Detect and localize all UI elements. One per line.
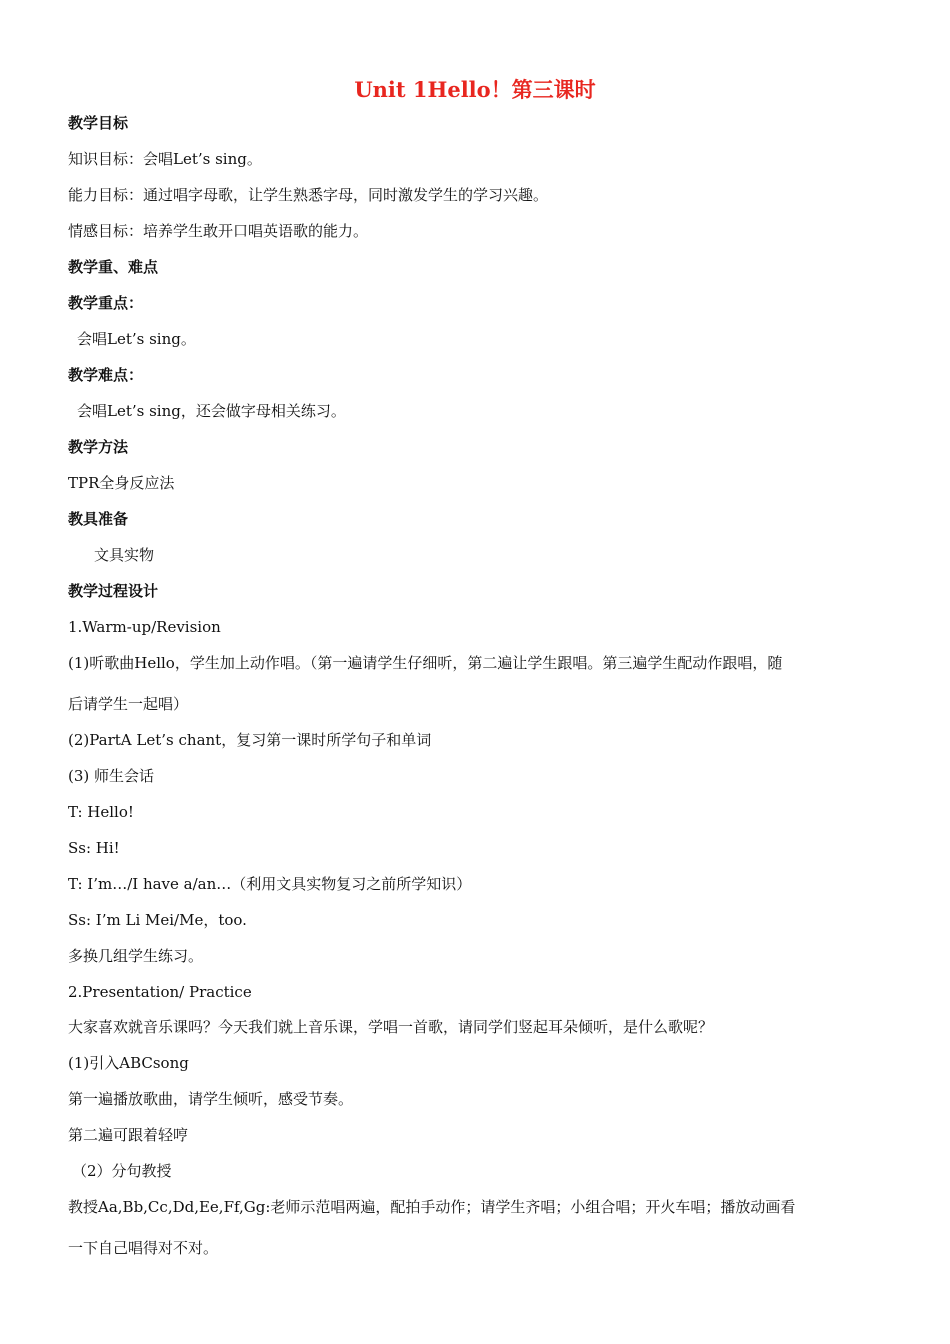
dialogue-line: Ss: I’m Li Mei/Me，too. xyxy=(68,911,247,929)
step-2-2: （2）分句教授 xyxy=(72,1162,172,1180)
step-1-3: (3) 师生会话 xyxy=(68,767,155,785)
emotion-objective: 情感目标：培养学生敢开口唱英语歌的能力。 xyxy=(68,222,369,240)
step-presentation: 2.Presentation/ Practice xyxy=(68,983,252,1001)
step-1-1-line-2: 后请学生一起唱） xyxy=(68,695,189,713)
ability-objective: 能力目标：通过唱字母歌，让学生熟悉字母，同时激发学生的学习兴趣。 xyxy=(68,186,549,204)
heading-key-difficult: 教学重、难点 xyxy=(68,258,159,276)
key-point-text: 会唱Let’s sing。 xyxy=(77,330,196,348)
heading-difficult-point: 教学难点： xyxy=(68,366,144,384)
method-text: TPR全身反应法 xyxy=(68,474,175,492)
step-warm-up: 1.Warm-up/Revision xyxy=(68,618,221,636)
dialogue-line: T: Hello! xyxy=(68,803,134,821)
heading-materials: 教具准备 xyxy=(68,510,129,528)
practice-note: 多换几组学生练习。 xyxy=(68,947,204,965)
presentation-intro: 大家喜欢就音乐课吗？今天我们就上音乐课，学唱一首歌，请同学们竖起耳朵倾听，是什么歌呢？ xyxy=(68,1018,714,1036)
step-1-1-line-1: (1)听歌曲Hello，学生加上动作唱。（第一遍请学生仔细听，第二遍让学生跟唱。第三遍学生配动作跟唱，随 xyxy=(68,654,783,672)
step-2-1-second: 第二遍可跟着轻哼 xyxy=(68,1126,189,1144)
page-title: Unit 1Hello！第三课时 xyxy=(354,77,596,102)
heading-key-point: 教学重点： xyxy=(68,294,144,312)
step-2-1-first: 第一遍播放歌曲，请学生倾听，感受节奏。 xyxy=(68,1090,354,1108)
step-2-2-line-1: 教授Aa,Bb,Cc,Dd,Ee,Ff,Gg:老师示范唱两遍，配拍手动作；请学生齐唱；小组合唱；开火车唱；播放动画看 xyxy=(68,1198,796,1216)
step-2-1: (1)引入ABCsong xyxy=(68,1054,189,1072)
knowledge-objective: 知识目标：会唱Let’s sing。 xyxy=(68,150,262,168)
step-2-2-line-2: 一下自己唱得对不对。 xyxy=(68,1239,219,1257)
heading-method: 教学方法 xyxy=(68,438,129,456)
materials-text: 文具实物 xyxy=(94,546,155,564)
dialogue-line: T: I’m…/I have a/an…（利用文具实物复习之前所学知识） xyxy=(68,875,472,893)
dialogue-line: Ss: Hi! xyxy=(68,839,120,857)
heading-objectives: 教学目标 xyxy=(68,114,129,132)
step-1-2: (2)PartA Let’s chant，复习第一课时所学句子和单词 xyxy=(68,731,432,749)
heading-process: 教学过程设计 xyxy=(68,582,159,600)
difficult-point-text: 会唱Let’s sing，还会做字母相关练习。 xyxy=(77,402,346,420)
